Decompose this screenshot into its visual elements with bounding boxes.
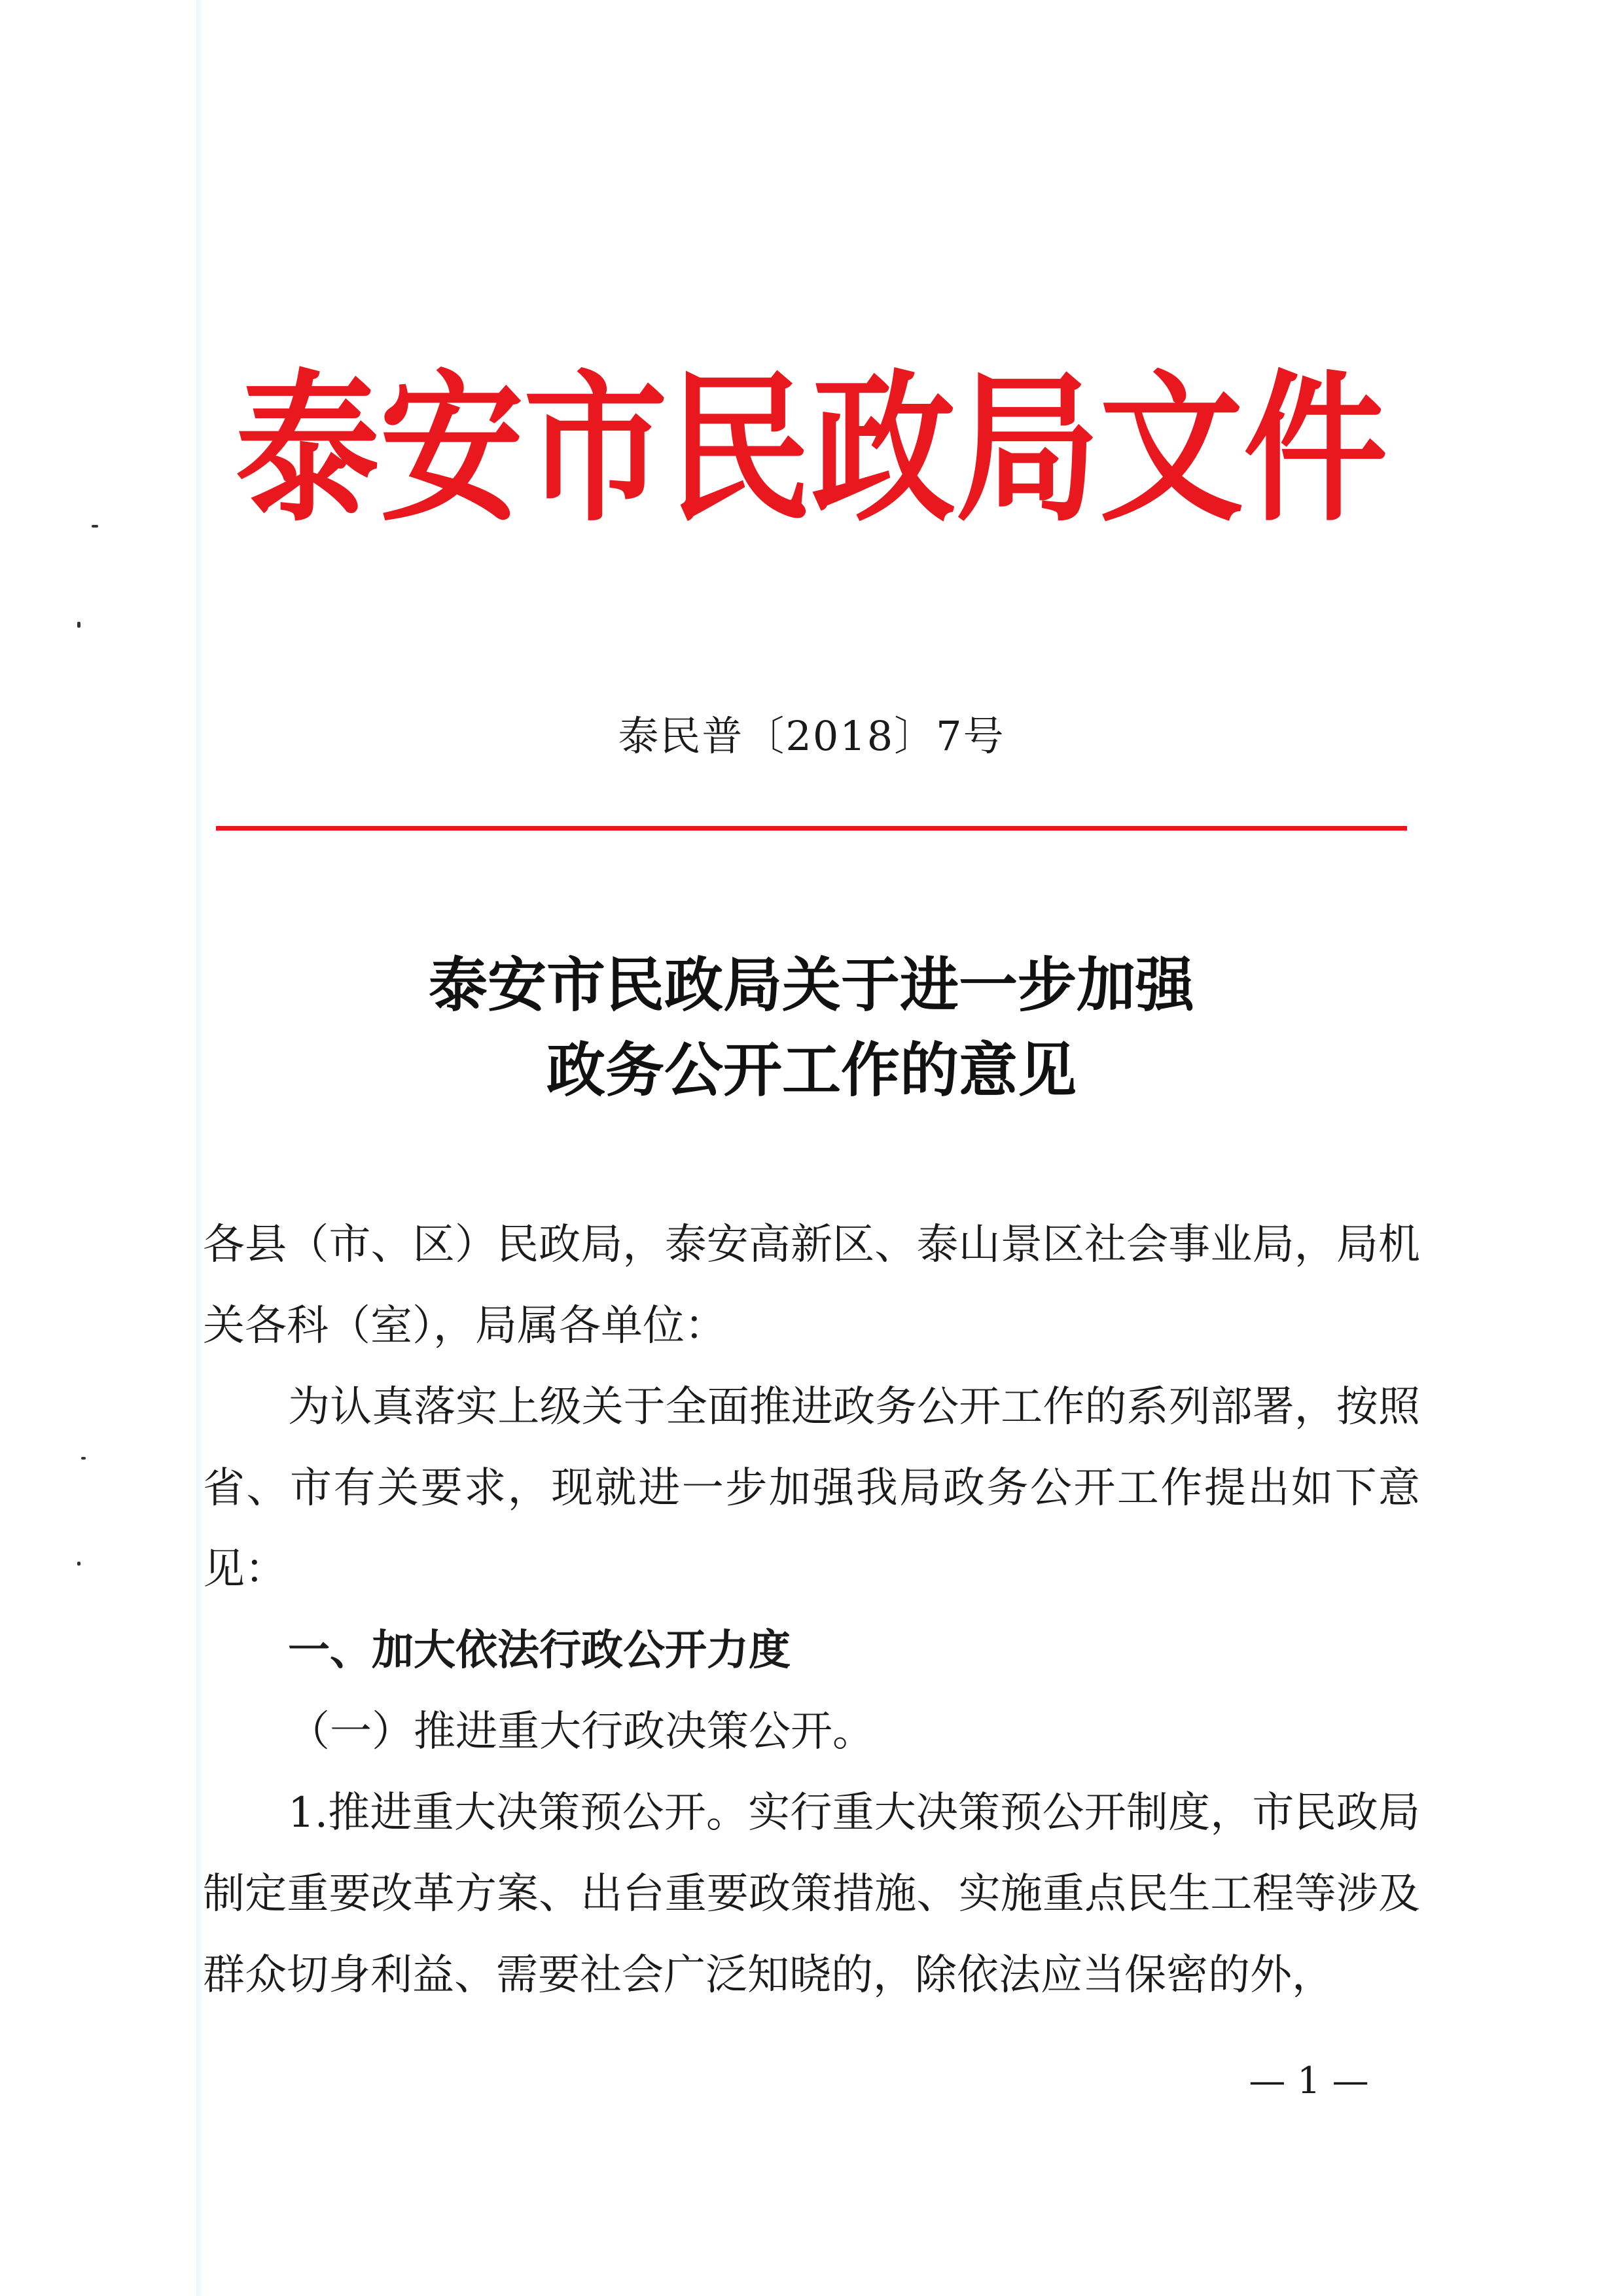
scan-edge-strip: [196, 0, 203, 2296]
document-title-line-1: 泰安市民政局关于进一步加强: [429, 950, 1194, 1020]
scan-mark: [81, 1457, 86, 1460]
scan-mark: [77, 622, 80, 628]
document-body: [203, 1204, 1420, 2016]
intro-paragraph: 为认真落实上级关于全面推进政务公开工作的系列部署，按照省、市有关要求，现就进一步加强我局政务公开工作提出如下意见：: [203, 1383, 1420, 1594]
red-separator-line: [216, 826, 1407, 831]
document-masthead: 泰安市民政局文件: [235, 353, 1387, 544]
document-title-line-2: 政务公开工作的意见: [546, 1035, 1077, 1105]
section-heading-1: 一、加大依法行政公开力度: [288, 1626, 791, 1675]
subsection-heading-1: （一）推进重大行政决策公开。: [288, 1708, 874, 1756]
page-number: — 1 —: [1249, 2060, 1369, 2102]
addressee-paragraph: 各县（市、区）民政局，泰安高新区、泰山景区社会事业局，局机关各科（室），局属各单位：: [203, 1221, 1420, 1350]
document-title: [196, 942, 1427, 1113]
item-paragraph-1: 1.推进重大决策预公开。实行重大决策预公开制度，市民政局制定重要改革方案、出台重要政策措施、实施重点民生工程等涉及群众切身利益、需要社会广泛知晓的，除依法应当保密的外，: [203, 1789, 1420, 2000]
scan-mark: [92, 525, 98, 528]
document-number: 泰民普〔2018〕7号: [618, 712, 1005, 760]
scan-mark: [77, 1562, 80, 1566]
